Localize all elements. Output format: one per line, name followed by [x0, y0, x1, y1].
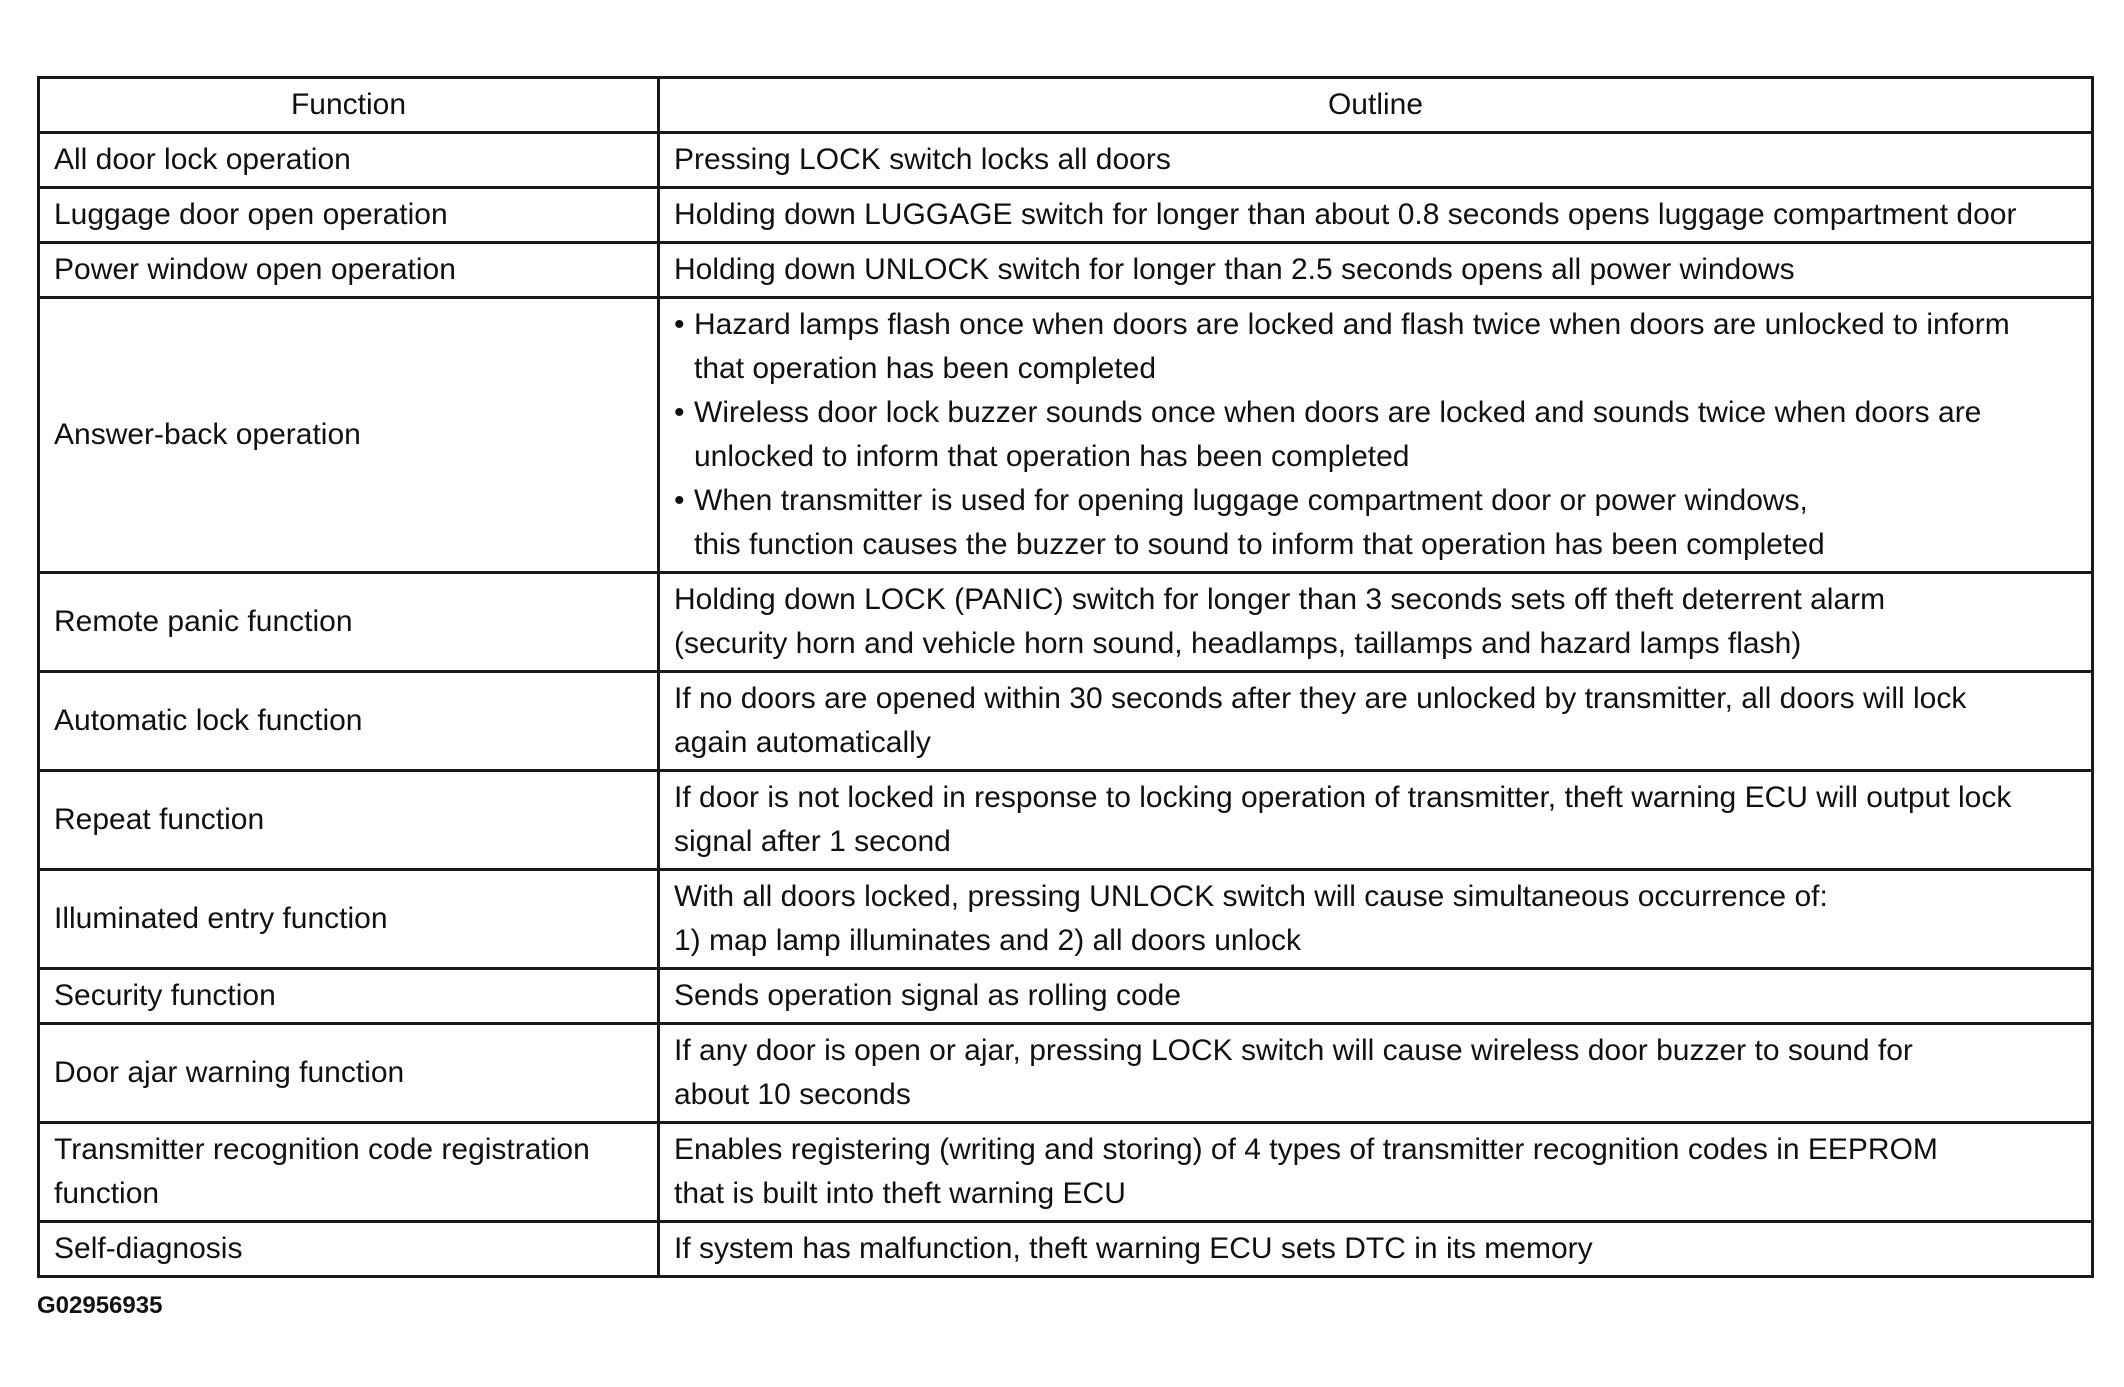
outline-line: With all doors locked, pressing UNLOCK switch will cause simultaneous occurrence of: — [674, 880, 1828, 913]
table-row — [39, 969, 2093, 1024]
function-cell: Transmitter recognition code registration function — [39, 1123, 659, 1222]
outline-line: Pressing LOCK switch locks all doors — [674, 143, 1171, 176]
bullet-dot-icon: • — [674, 308, 685, 341]
outline-line: about 10 seconds — [674, 1078, 911, 1111]
outline-line: Holding down UNLOCK switch for longer than 2.5 seconds opens all power windows — [674, 253, 1795, 286]
function-cell: Self-diagnosis — [39, 1222, 659, 1277]
function-cell: Remote panic function — [39, 573, 659, 672]
table-row — [39, 1222, 2093, 1277]
table-row — [39, 188, 2093, 243]
outline-line: again automatically — [674, 726, 931, 759]
table-row — [39, 243, 2093, 298]
outline-line: 1) map lamp illuminates and 2) all doors unlock — [674, 924, 1301, 957]
bullet-line: When transmitter is used for opening luggage compartment door or power windows, — [694, 484, 1808, 517]
bullet-line: Wireless door lock buzzer sounds once when doors are locked and sounds twice when doors are — [694, 396, 1982, 429]
function-cell: Luggage door open operation — [39, 188, 659, 243]
outline-cell — [659, 1024, 2093, 1123]
outline-line: Sends operation signal as rolling code — [674, 979, 1181, 1012]
outline-cell — [659, 133, 2093, 188]
outline-cell — [659, 243, 2093, 298]
bullet-dot-icon: • — [674, 484, 685, 517]
function-cell: Power window open operation — [39, 243, 659, 298]
table-row — [39, 573, 2093, 672]
function-outline-table — [37, 76, 2094, 1278]
outline-cell — [659, 188, 2093, 243]
outline-cell — [659, 969, 2093, 1024]
table-row — [39, 672, 2093, 771]
outline-cell — [659, 771, 2093, 870]
function-cell: Automatic lock function — [39, 672, 659, 771]
bullet-item — [674, 303, 2077, 391]
function-cell: Illuminated entry function — [39, 870, 659, 969]
table-row — [39, 870, 2093, 969]
outline-line: Holding down LOCK (PANIC) switch for longer than 3 seconds sets off theft deterrent alarm — [674, 583, 1886, 616]
outline-line: that is built into theft warning ECU — [674, 1177, 1126, 1210]
table-row — [39, 133, 2093, 188]
table-row — [39, 1024, 2093, 1123]
outline-line: Holding down LUGGAGE switch for longer than about 0.8 seconds opens luggage compartment door — [674, 198, 2017, 231]
table-header-row — [39, 78, 2093, 133]
outline-cell — [659, 672, 2093, 771]
outline-cell — [659, 1222, 2093, 1277]
table-row — [39, 771, 2093, 870]
bullet-item — [674, 479, 2077, 567]
outline-line: signal after 1 second — [674, 825, 951, 858]
figure-code: G02956935 — [37, 1292, 163, 1319]
function-cell: Repeat function — [39, 771, 659, 870]
outline-line: If any door is open or ajar, pressing LOCK switch will cause wireless door buzzer to sound for — [674, 1034, 1913, 1067]
bullet-line: unlocked to inform that operation has been completed — [694, 440, 1410, 473]
outline-line: Enables registering (writing and storing) of 4 types of transmitter recognition codes in EEPROM — [674, 1133, 1938, 1166]
header-function: Function — [39, 78, 659, 133]
bullet-line: that operation has been completed — [694, 352, 1156, 385]
outline-cell — [659, 1123, 2093, 1222]
function-cell: All door lock operation — [39, 133, 659, 188]
bullet-line: Hazard lamps flash once when doors are locked and flash twice when doors are unlocked to inform — [694, 308, 2010, 341]
bullet-dot-icon: • — [674, 396, 685, 429]
bullet-item — [674, 391, 2077, 479]
outline-line: (security horn and vehicle horn sound, headlamps, taillamps and hazard lamps flash) — [674, 627, 1802, 660]
header-outline: Outline — [659, 78, 2093, 133]
outline-line: If system has malfunction, theft warning ECU sets DTC in its memory — [674, 1232, 1593, 1265]
function-cell: Security function — [39, 969, 659, 1024]
outline-cell — [659, 573, 2093, 672]
function-cell: Door ajar warning function — [39, 1024, 659, 1123]
outline-cell — [659, 870, 2093, 969]
function-cell: Answer-back operation — [39, 298, 659, 573]
outline-line: If door is not locked in response to locking operation of transmitter, theft warning ECU will output lock — [674, 781, 2012, 814]
outline-line: If no doors are opened within 30 seconds after they are unlocked by transmitter, all doors will lock — [674, 682, 1967, 715]
outline-cell — [659, 298, 2093, 573]
table-row — [39, 298, 2093, 573]
table-row — [39, 1123, 2093, 1222]
bullet-line: this function causes the buzzer to sound to inform that operation has been completed — [694, 528, 1825, 561]
